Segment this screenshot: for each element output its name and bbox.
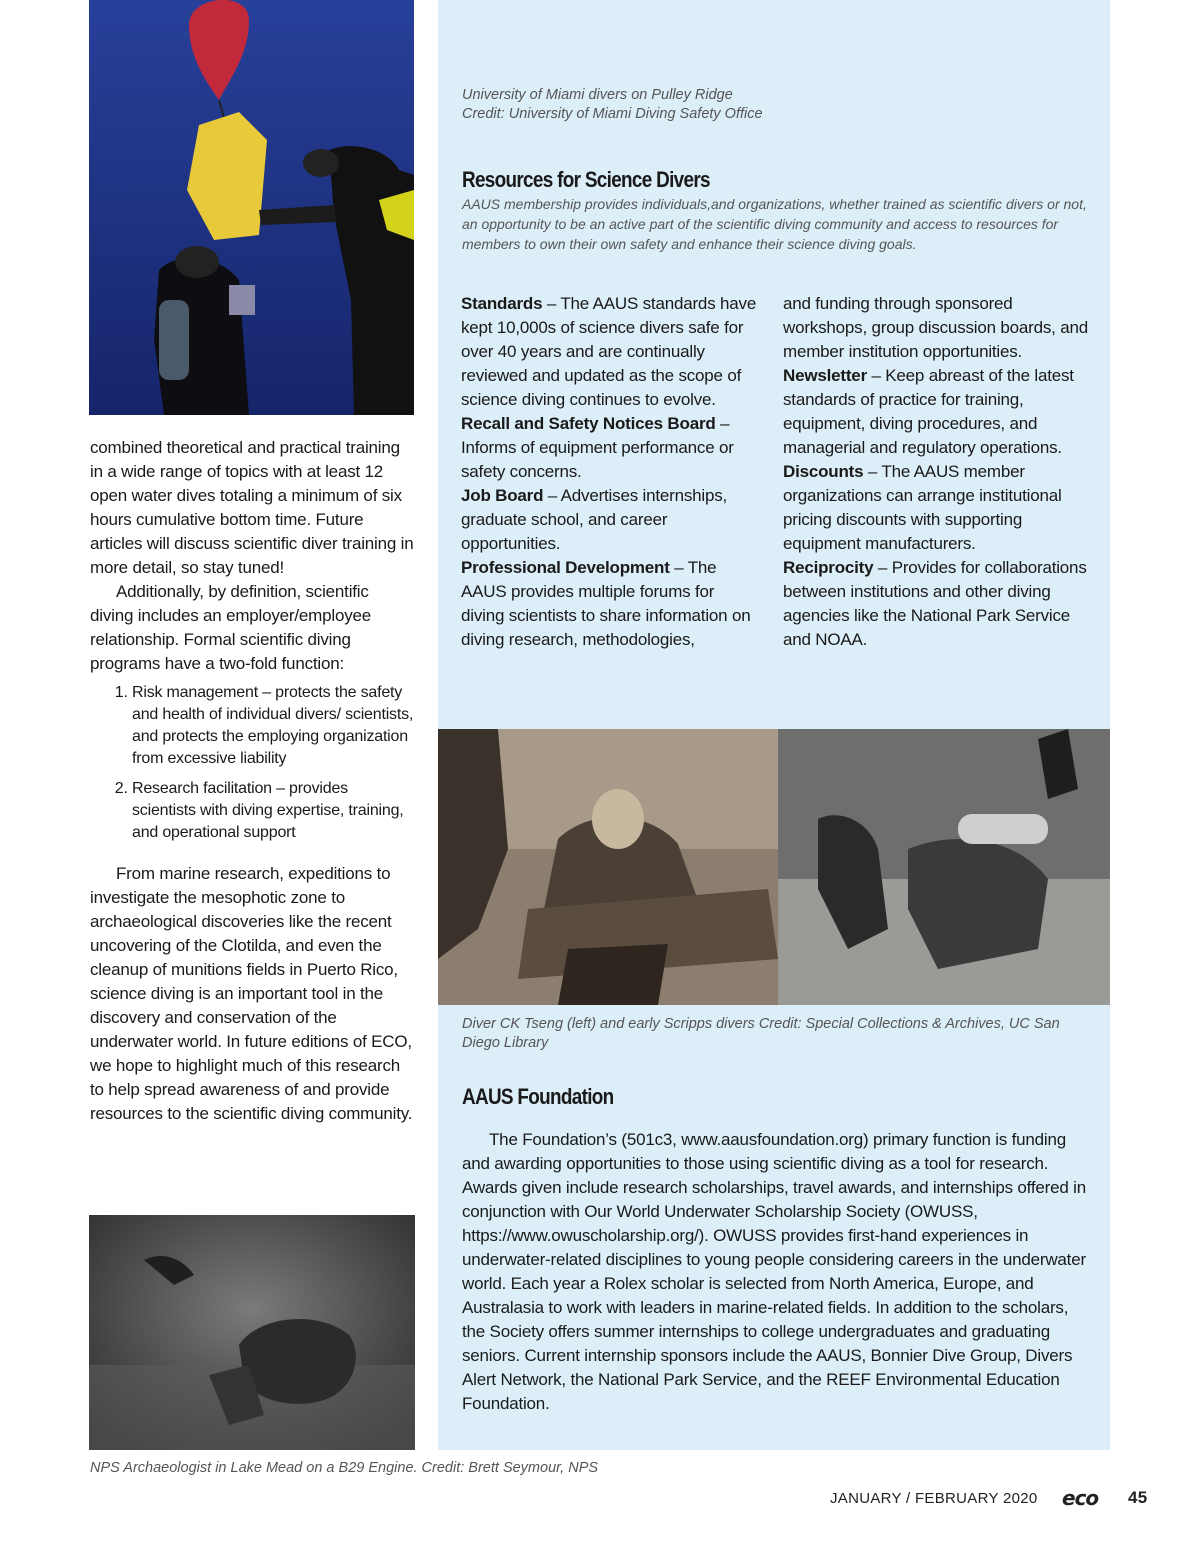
page-footer xyxy=(830,1488,1160,1510)
resource-item-discounts: Discounts – The AAUS member organizations can arrange institutional pricing discounts with supporting equipment manufacturers. xyxy=(783,462,1062,553)
caption-top-line-1: University of Miami divers on Pulley Ridge xyxy=(462,87,733,103)
eco-logo: eco xyxy=(1062,1486,1099,1510)
photo-divers-lift-bag xyxy=(89,0,414,415)
left-paragraph-3: From marine research, expeditions to investigate the mesophotic zone to archaeological discoveries like the recent uncovering of the Clotilda, and even the cleanup of munitions fields in Puerto Rico, science diving is an important tool in the discovery and conservation of the underwater world. In future editions of ECO, we hope to highlight much of this research to help spread awareness of and provide resources to the scientific diving community. xyxy=(90,864,413,1123)
resource-continuation: and funding through sponsored workshops, group discussion boards, and member institution opportunities. xyxy=(783,294,1088,361)
resources-heading: Resources for Science Divers xyxy=(462,167,710,192)
left-paragraph-2: Additionally, by definition, scientific diving includes an employer/employee relationship. Formal scientific diving programs have a two-fold function: xyxy=(90,582,372,673)
resources-column-2 xyxy=(783,292,1088,652)
caption-middle: Diver CK Tseng (left) and early Scripps divers Credit: Special Collections & Archives, UC San Diego Library xyxy=(462,1016,1060,1051)
program-functions-list xyxy=(90,682,415,844)
caption-top xyxy=(462,86,1092,124)
photo-historic-divers xyxy=(438,729,1110,1005)
resource-item-job-board: Job Board – Advertises internships, graduate school, and career opportunities. xyxy=(461,486,728,553)
issue-date: JANUARY / FEBRUARY 2020 xyxy=(830,1490,1038,1507)
left-paragraph-1: combined theoretical and practical training in a wide range of topics with at least 12 open water dives totaling a minimum of six hours cumulative bottom time. Future articles will discuss scientific diver training in more detail, so stay tuned! xyxy=(90,438,414,577)
resource-item-reciprocity: Reciprocity – Provides for collaborations between institutions and other diving agencies like the National Park Service and NOAA. xyxy=(783,558,1087,649)
caption-bottom: NPS Archaeologist in Lake Mead on a B29 Engine. Credit: Brett Seymour, NPS xyxy=(90,1460,599,1476)
resources-intro: AAUS membership provides individuals,and organizations, whether trained as scientific divers or not, an opportunity to be an active part of the scientific diving community and access to resources for members to own their own safety and enhance their science diving goals. xyxy=(462,196,1087,252)
resource-item-professional-development: Professional Development – The AAUS provides multiple forums for diving scientists to share information on diving research, methodologies, xyxy=(461,558,751,649)
resources-column-1 xyxy=(461,292,761,652)
page-number: 45 xyxy=(1128,1488,1148,1507)
foundation-text-block xyxy=(462,1128,1087,1416)
photo-b29-engine xyxy=(89,1215,415,1450)
foundation-heading: AAUS Foundation xyxy=(462,1084,614,1109)
foundation-paragraph: The Foundation’s (501c3, www.aausfoundation.org) primary function is funding and awarding opportunities to those using scientific diving as a tool for research. Awards given include research scholarships, travel awards, and internships offered in conjunction with Our World Underwater Scholarship Society (OWUSS, https://www.owuscholarship.org/). OWUSS provides first-hand experiences in underwater-related disciplines to young people considering careers in the underwater world. Each year a Rolex scholar is selected from North America, Europe, and Australasia to work with leaders in marine-related fields. In addition to the scholars, the Society offers summer internships to college undergraduates and graduating seniors. Current internship sponsors include the AAUS, Bonnier Dive Group, Divers Alert Network, the National Park Service, and the REEF Environmental Education Foundation. xyxy=(462,1130,1086,1413)
list-item: 1. Risk management – protects the safety and health of individual divers/ scientists, and protects the employing organization from excessive liability xyxy=(132,682,415,770)
left-column-text xyxy=(90,436,415,1126)
caption-top-line-2: Credit: University of Miami Diving Safety Office xyxy=(462,106,763,122)
resource-item-newsletter: Newsletter – Keep abreast of the latest standards of practice for training, equipment, diving procedures, and managerial and regulatory operations. xyxy=(783,366,1074,457)
resource-item-recall: Recall and Safety Notices Board – Informs of equipment performance or safety concerns. xyxy=(461,414,734,481)
resource-item-standards: Standards – The AAUS standards have kept 10,000s of science divers safe for over 40 years and are continually reviewed and updated as the scope of science diving continues to evolve. xyxy=(461,294,757,409)
list-item: 2. Research facilitation – provides scientists with diving expertise, training, and operational support xyxy=(132,778,415,844)
